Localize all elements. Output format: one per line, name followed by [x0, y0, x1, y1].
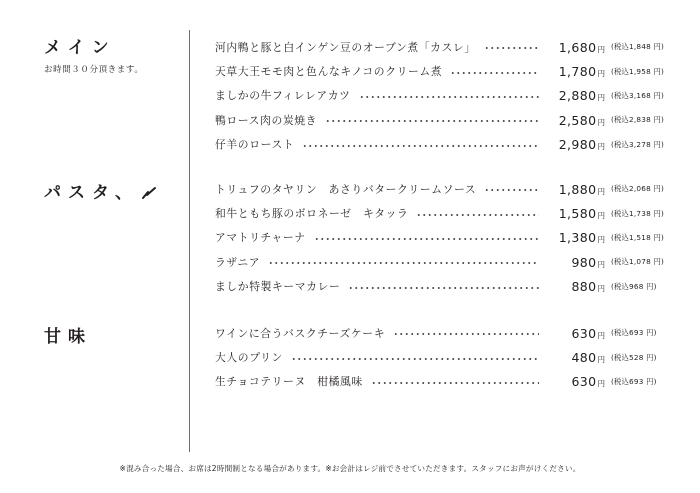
dotted-leader: [325, 120, 539, 122]
item-price: 2,880: [558, 88, 597, 104]
menu-item: [215, 321, 675, 345]
dotted-leader: [484, 47, 539, 49]
item-name: ラザニア: [215, 255, 261, 269]
item-tax-price: (税込693 円): [611, 328, 657, 338]
item-name: ワインに合うバスクチーズケーキ: [215, 326, 386, 340]
menu-item: [215, 133, 675, 157]
menu-item: [215, 345, 675, 369]
yen-unit: 円: [597, 379, 605, 389]
dotted-leader: [393, 333, 539, 335]
section-title-pasta-text: パスタ、: [44, 183, 139, 203]
item-name: 生チョコテリーヌ 柑橘風味: [215, 375, 363, 389]
section-title-pasta: [44, 183, 157, 203]
item-name: 天草大王モモ肉と色んなキノコのクリーム煮: [215, 65, 443, 79]
item-name: ましかの牛フィレレアカツ: [215, 89, 351, 103]
dotted-leader: [268, 262, 539, 264]
item-tax-price: (税込2,838 円): [611, 115, 664, 125]
yen-unit: 円: [597, 93, 605, 103]
item-tax-price: (税込528 円): [611, 352, 657, 362]
footer-note: ※混み合った場合、お席は2時間制となる場合があります。※お会計はレジ前でさせていただきます。スタッフにお声がけください。: [119, 464, 581, 473]
item-price: 2,580: [558, 112, 597, 128]
vertical-divider: [189, 30, 190, 452]
dotted-leader: [416, 214, 539, 216]
item-price: 1,880: [558, 181, 597, 197]
item-price: 2,980: [558, 137, 597, 153]
item-price: 1,380: [558, 230, 597, 246]
menu-list-pasta: [215, 177, 675, 299]
menu-item: [215, 177, 675, 201]
item-price: 1,680: [558, 39, 597, 55]
section-note-main: お時間３０分頂きます。: [44, 65, 144, 75]
item-tax-price: (税込2,068 円): [611, 184, 664, 194]
item-tax-price: (税込1,078 円): [611, 257, 664, 267]
menu-item: [215, 35, 675, 59]
yen-unit: 円: [597, 355, 605, 365]
yen-unit: 円: [597, 186, 605, 196]
item-tax-price: (税込1,848 円): [611, 42, 664, 52]
yen-unit: 円: [597, 211, 605, 221]
item-tax-price: (税込3,278 円): [611, 139, 664, 149]
yen-unit: 円: [597, 142, 605, 152]
yen-unit: 円: [597, 235, 605, 245]
item-name: ましか特製キーマカレー: [215, 280, 341, 294]
menu-item: [215, 201, 675, 225]
item-price: 630: [571, 374, 597, 390]
item-price: 880: [571, 279, 597, 295]
yen-unit: 円: [597, 44, 605, 54]
item-tax-price: (税込968 円): [611, 281, 657, 291]
item-price: 980: [571, 254, 597, 270]
yen-unit: 円: [597, 117, 605, 127]
item-name: アマトリチャーナ: [215, 231, 306, 245]
menu-item: [215, 250, 675, 274]
dotted-leader: [348, 287, 539, 289]
item-price: 630: [571, 325, 597, 341]
item-tax-price: (税込1,518 円): [611, 232, 664, 242]
item-tax-price: (税込1,958 円): [611, 66, 664, 76]
item-name: トリュフのタヤリン あさりバタークリームソース: [215, 182, 477, 196]
dotted-leader: [450, 72, 539, 74]
dotted-leader: [359, 96, 539, 98]
item-tax-price: (税込1,738 円): [611, 208, 664, 218]
item-name: 大人のプリン: [215, 351, 283, 365]
dotted-leader: [302, 145, 539, 147]
yen-unit: 円: [597, 330, 605, 340]
yen-unit: 円: [597, 284, 605, 294]
section-title-main: メイン: [44, 38, 116, 58]
brush-stroke-icon: [141, 186, 157, 200]
menu-list-main: [215, 35, 675, 157]
yen-unit: 円: [597, 259, 605, 269]
dotted-leader: [314, 238, 539, 240]
item-name: 和牛ともち豚のボロネーゼ キタッラ: [215, 207, 409, 221]
menu-item: [215, 84, 675, 108]
menu-item: [215, 370, 675, 394]
menu-item: [215, 226, 675, 250]
dotted-leader: [484, 189, 539, 191]
item-price: 1,780: [558, 64, 597, 80]
yen-unit: 円: [597, 69, 605, 79]
item-price: 480: [571, 350, 597, 366]
menu-item: [215, 275, 675, 299]
menu-item: [215, 59, 675, 83]
menu-list-sweets: [215, 321, 675, 394]
menu-item: [215, 108, 675, 132]
dotted-leader: [371, 382, 539, 384]
item-tax-price: (税込693 円): [611, 376, 657, 386]
item-name: 鴨ロース肉の炭焼き: [215, 113, 318, 127]
item-name: 仔羊のロースト: [215, 138, 295, 152]
dotted-leader: [291, 358, 539, 360]
item-price: 1,580: [558, 206, 597, 222]
item-tax-price: (税込3,168 円): [611, 90, 664, 100]
section-title-sweets: 甘味: [44, 327, 92, 347]
item-name: 河内鴨と豚と白インゲン豆のオーブン煮「カスレ」: [215, 40, 476, 54]
